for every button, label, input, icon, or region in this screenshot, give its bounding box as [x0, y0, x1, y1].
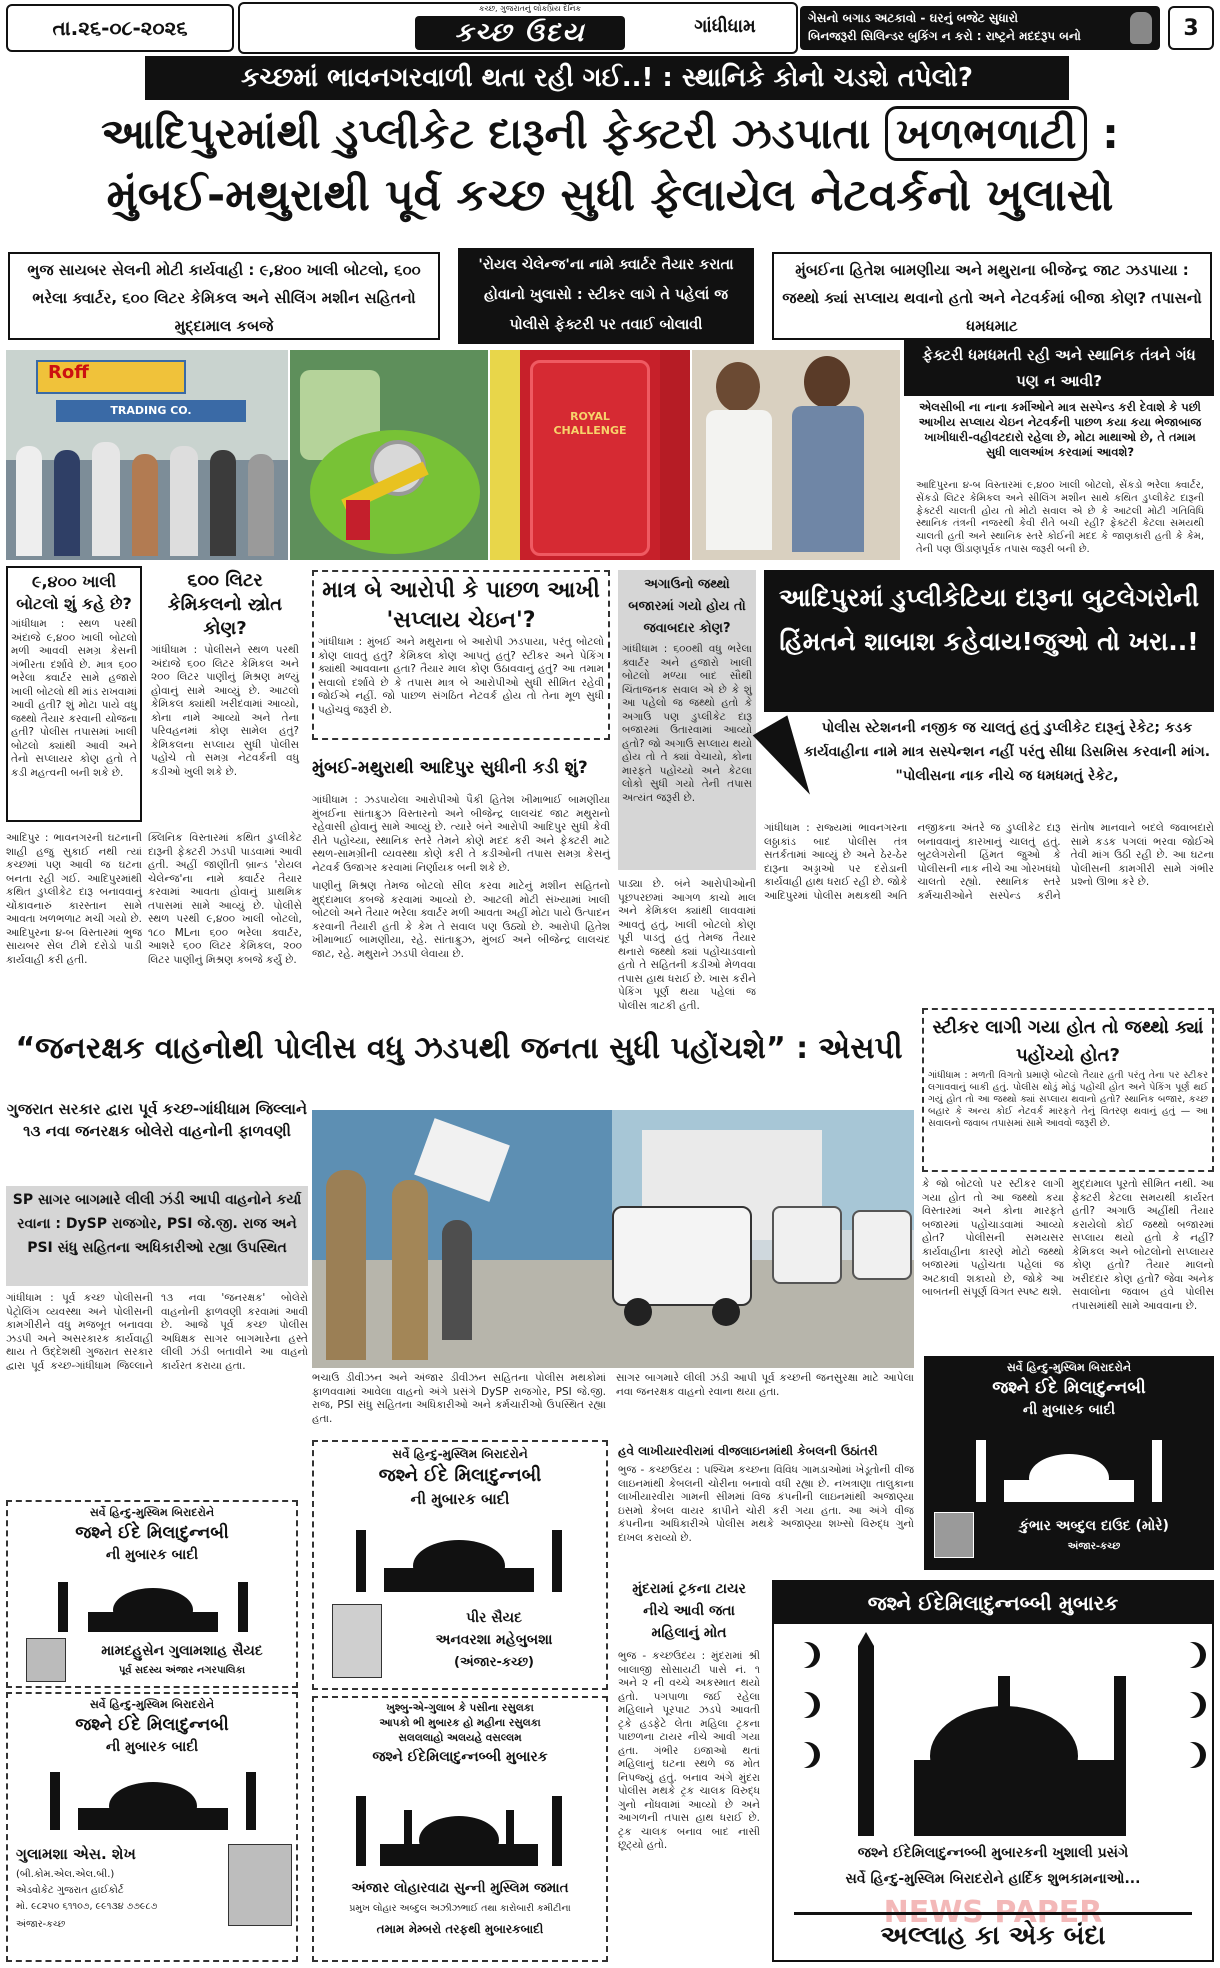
ad-4-mid: જશ્ને ઈદે મિલાદુન્નબી [75, 1715, 229, 1735]
sticker-body-3: મુદ્દામાલ પૂરતો સીમિત નથી. આ ફેક્ટરી કેટલા સમયથી કાર્યરત હતી? અગાઉ અહીંથી તૈયાર કરાયેલો કોઈ જથ્થો બજારમાં સપ્લાય થયો હતો કે નહીં? કેમિકલ અને બોટલોનો સપ્લાયર કોણ હતો? તૈયાર માલનો ખરીદદાર કોણ હતો? જેવા અનેક સવાલોના જવાબ હવે પોલીસ તપાસમાંથી સામે આવવાના છે. [1072, 1178, 1214, 1312]
ad-4 [6, 1692, 298, 1962]
avatar [332, 1604, 382, 1678]
lower-col-1: આદિપુર : ભાવનગરની ઘટનાની શાહી હજુ સુકાઈ નથી ત્યાં કચ્છમાં પણ આવી જ ઘટના બનતા રહી ગઈ. આદિપુરમાંથી કથિત ડુપ્લીકેટ દારૂ બનાવવાનું ચોંકાવનારું કારસ્તાન સામે આવતા ખળભળાટ મચી ગયો છે. આદિપુરના ૪-બ વિસ્તારમાં ભુજ સાયબર સેલ ટીમે દરોડો પાડી કાર્યવાહી કરી હતી. [6, 832, 142, 966]
photo-accused [692, 350, 900, 560]
col4-title: અગાઉનો જથ્થો બજારમાં ગયો હોય તો જવાબદાર કોણ? [628, 577, 746, 636]
ad-1 [6, 1500, 298, 1688]
logo-text: કચ્છ ઉદય [454, 17, 586, 48]
col1-box [6, 566, 142, 822]
subhead-middle-text: 'રોયલ ચેલેન્જ'ના નામે ક્વાર્ટર તૈયાર કરાતા હોવાનો ખુલાસો : સ્ટીકર લાગે તે પહેલાં જ પોલીસે ફેક્ટરી પર તવાઈ બોલાવી [478, 257, 734, 333]
sidebar-question-body-text: આદિપુરના ૪-બ વિસ્તારમાં ૯,૪૦૦ ખાલી બોટલો, સેંકડો ભરેલા ક્વાર્ટર, સેંકડો લિટર કેમિકલ અને સીલિંગ મશીન સાથે કથિત ડુપ્લીકેટ દારૂની ફેક્ટરી ચાલતી હોય તો મોટો સવાલ એ છે કે આટલી મોટી ગતિવિધિ સ્થાનિક તંત્રની નજરથી કેવી રીતે બચી રહી? ફેક્ટરી કેટલા સમયથી ચાલતી હતી અને સ્થાનિક સ્તરે કોઈની મદદ કે જાણકારી હતી કે કેમ, તેની પણ ઊંડાણપૂર્વક તપાસ જરૂરી બની છે. [916, 480, 1204, 555]
col2-body: ગાંધીધામ : પોલીસને સ્થળ પરથી અંદાજે ૬૦૦ લિટર કેમિકલ અને ૨૦૦ લિટર પાણીનું મિશ્રણ મળ્યું હોવાનું સામે આવ્યું છે. આટલો કેમિકલ ક્યાંથી ખરીદવામાં આવ્યો, કોના નામે આવ્યો અને તેના પરિવહનમાં કોણ સામેલ હતું? કેમિકલના સપ્લાય સુધી પોલીસ પહોંચે તો સમગ્ર નેટવર્કની વધુ કડીઓ ખુલી શકે છે. [151, 644, 299, 778]
ad-5-top: ખુશ્બુ-એ-ગુલાબ કે પસીના રસુલકા [386, 1702, 534, 1714]
ad-5-top2: આપકો ભી મુબારક હો મહીના રસુલકા [379, 1717, 541, 1729]
ad-4-line2: (બી.કોમ.એલ.એલ.બી.) [16, 1869, 115, 1880]
lower-col-4: પાડ્યા છે. બંને આરોપીઓની પૂછપરછમાં આગળ કાચો માલ અને કેમિકલ ક્યાંથી લાવવામાં આવતું હતું, ખાલી બોટલો કોણ પૂરી પાડતું હતું તેમજ તૈયાર થનારો જથ્થો ક્યાં પહોંચાડવાનો હતો તે સહિતની કડીઓ મેળવવા તપાસ હાથ ધરાઈ છે. ખાસ કરીને પેકિંગ પૂર્ણ થયા પહેલાં જ પોલીસ ત્રાટકી હતી. [618, 878, 756, 1012]
gas-cylinder-icon [1130, 12, 1152, 44]
photo-bottles [490, 350, 690, 560]
shop-sign-text: Roff [48, 362, 89, 383]
cable-story-body: ભુજ - કચ્છઉદય : પશ્ચિમ કચ્છના વિવિધ ગામડાઓમાં ખેડૂતોની વીજ લાઇનમાંથી કેબલની ચોરીના બનાવો વધી રહ્યા છે. નખત્રાણા તાલુકાના લાખીયારવીરા ગામની સીમમાં વિજ કંપનીની લાઇનમાંથી અજાણ્યા ઇસમો કેબલ વાયર કાપીને ચોરી કરી ગયા હતા. આ અંગે વીજ કંપનીના અધિકારીએ પોલીસ મથકે અજાણ્યા શખ્સો વિરુદ્ધ ગુનો દાખલ કરાવ્યો છે. [618, 1464, 914, 1544]
link-story-title: મુંબઈ-મથુરાથી આદિપુર સુધીની કડી શું? [312, 758, 588, 778]
sidebar-question-body [916, 480, 1204, 564]
police-body-right: સાગર બાગમારે લીલી ઝંડી આપી પૂર્વ કચ્છની જનસુરક્ષા માટે આપેલા નવા જનરક્ષક વાહનો રવાના થયા હતા. [616, 1372, 914, 1398]
col2-title: ૬૦૦ લિટર કેમિકલનો સ્ત્રોત કોણ? [167, 570, 283, 639]
sidebar-question-title-text: ફેક્ટરી ધમધમતી રહી અને સ્થાનિક તંત્રને ગંધ પણ ન આવી? [922, 346, 1196, 390]
headline-line-1 [8, 104, 1212, 164]
link-story-body: ગાંધીધામ : ઝડપાયેલા આરોપીઓ પૈકી હિતેશ ખીમાભાઈ બામણીયા મુંબઈના સાંતાક્રુઝ વિસ્તારનો અને બીજેન્દ્ર લાલચંદ જાટ મથુરાનો રહેવાસી હોવાનું સામે આવ્યું છે. ત્યારે બંને આરોપી આદિપુર સુધી કેવી રીતે પહોંચ્યા, સ્થાનિક સ્તરે તેમને કોણે મદદ કરી અને ફેક્ટરી માટે સ્થળ-સામગ્રીની વ્યવસ્થા કોણે કરી તે કડીઓની તપાસ સમગ્ર કેસનું નેટવર્ક ઉજાગર કરવામાં નિર્ણાયક બની શકે છે. [312, 794, 610, 874]
kicker-banner [145, 56, 1069, 100]
bottle-label [550, 410, 630, 438]
ad-5-mid: જશ્ને ઈદેમિલાદુન્નબ્બી મુબારક [372, 1749, 548, 1765]
ad-2-low: ની મુબારક બાદી [410, 1490, 510, 1508]
ad-6-watermark: NEWS PAPER [883, 1895, 1103, 1930]
avatar [228, 1844, 292, 1926]
col2-box [148, 566, 302, 822]
sticker-body-2: કે જો બોટલો પર સ્ટીકર લાગી ગયા હોત તો આ જથ્થો કયા વિસ્તારમાં અને કોના મારફતે બજારમાં પહોંચાડવામાં આવ્યો હોત? પોલીસની સમયસર કાર્યવાહીના કારણે મોટો જથ્થો બજારમાં પહોંચતા પહેલાં જ અટકાવી શકાયો છે, જોકે આ બાબતની સંપૂર્ણ વિગત સ્પષ્ટ થશે. [922, 1178, 1064, 1298]
subhead-right-text: મુંબઈના હિતેશ બામણીયા અને મથુરાના બીજેન્દ્ર જાટ ઝડપાયા : જથ્થો ક્યાં સપ્લાય થવાનો હતો અને નેટવર્કમાં બીજા કોણ? તપાસનો ધમધમાટ [782, 261, 1202, 335]
sidebar-question-lead-text: એલસીબી ના નાના કર્મીઓને માત્ર સસ્પેન્ડ કરી દેવાશે કે પછી આખીય સપ્લાય ચેઇન નેટવર્કની પાછળ કયા કયા ભેજાબાજ ખાખીધારી-વહીવટદારો રહેલા છે, મોટા માથાઓ છે, તે તમામ સુધી લાલઆંખ કરવામાં આવશે? [918, 400, 1202, 459]
ticker-line-2: બિનજરૂરી સિલિન્ડર બુકિંગ ન કરો : રાષ્ટ્રને મદદરૂપ બનો [808, 29, 1081, 43]
ad-5 [312, 1696, 608, 1962]
headline-colon: : [1102, 109, 1119, 158]
ad-4-line4: મો. ૯૮૨૫૦ ૬૧૧૦૭, ૯૯૧૩૪ ૭૭૯૮૭ [16, 1901, 158, 1912]
col1-body: ગાંધીધામ : સ્થળ પરથી અંદાજે ૯,૪૦૦ ખાલી બોટલો મળી આવવી સમગ્ર કેસની ગંભીરતા દર્શાવે છે. માત્ર ૬૦૦ ભરેલા ક્વાર્ટર સામે હજારો ખાલી બોટલો થી માંડ રાખવામાં આવી હતી? શું મોટા પાયે વધુ જથ્થો તૈયાર કરવાની યોજના હતી? પોલીસ તપાસમાં ખાલી બોટલો ક્યાંથી આવી અને તેનો સપ્લાયર કોણ હતો તે કડી મહત્વની બની શકે છે. [11, 618, 137, 779]
logo-tagline: કચ્છ, ગુજરાતનું લોકપ્રિય દૈનિક [478, 4, 582, 13]
ad-2-name: પીર સૈયદ [466, 1610, 522, 1626]
bottle-label-text: ROYAL CHALLENGE [553, 410, 627, 437]
police-headline: “જનરક્ષક વાહનોથી પોલીસ વધુ ઝડપથી જનતા સુધી પહોંચશે” : એસપી [15, 1031, 903, 1066]
shop-sign [36, 360, 186, 394]
sidebar-question-title [904, 340, 1214, 396]
ad-1-top: સર્વે હિન્દુ-મુસ્લિમ બિરાદરોને [89, 1506, 215, 1519]
city-name: ગાંધીધામ [694, 16, 756, 37]
col4-body: ગાંધીધામ : ૬૦૦થી વધુ ભરેલા ક્વાર્ટર અને હજારો ખાલી બોટલો મળ્યા બાદ સૌથી ચિંતાજનક સવાલ એ છે કે શું આ પહેલો જ જથ્થો હતો કે અગાઉ પણ ડુપ્લીકેટ દારૂ બજારમાં ઉતારવામાં આવ્યો હતો? જો અગાઉ સપ્લાય થયો હોય તો તે ક્યાં વેચાયો, કોના મારફતે પહોંચ્યો અને કેટલા લોકો સુધી ગયો તેની તપાસ અત્યંત જરૂરી છે. [622, 643, 752, 804]
tire-story-title: મુંદરામાં ટ્રકના ટાયર નીચે આવી જતા મહિલાનું મોત [632, 1581, 746, 1641]
subhead-middle [458, 248, 754, 344]
mosque-icon [344, 1790, 574, 1866]
ad-2-mid: જશ્ને ઈદે મિલાદુન્નબી [378, 1465, 542, 1486]
sticker-body: ગાંધીધામ : મળતી વિગતો પ્રમાણે બોટલો તૈયાર હતી પરંતુ તેના પર સ્ટીકર લગાવવાનું બાકી હતું. પોલીસ થોડું મોડું પહોંચી હોત અને પેકિંગ પૂર્ણ થઈ ગયું હોત તો આ જથ્થો ક્યાં સપ્લાય થવાનો હતો? સ્થાનિક બજાર, કચ્છ બહાર કે અન્ય કોઈ નેટવર્ક મારફતે તેનું વિતરણ થવાનું હતું — આ સવાલનો જવાબ તપાસમાં સામે આવવો જરૂરી છે. [928, 1070, 1208, 1129]
sidebar-question-lead [916, 400, 1204, 478]
subhead-left-text: ભુજ સાયબર સેલની મોટી કાર્યવાહી : ૯,૪૦૦ ખાલી બોટલો, ૬૦૦ ભરેલા ક્વાર્ટર, ૬૦૦ લિટર કેમિકલ અને સીલિંગ મશીન સહિતનો મુદ્દામાલ કબજે [27, 261, 421, 335]
ad-3-name: કુંભાર અબ્દુલ દાઉદ (મોરે) [1019, 1518, 1169, 1534]
ad-3-low: ની મુબારક બાદી [1022, 1402, 1116, 1418]
ad-4-line3: એડવોકેટ ગુજરાત હાઈકોર્ટ [16, 1885, 124, 1896]
ad-5-line2: પ્રમુખ લોહાર અબ્દુલ અઝીઝભાઈ તથા કારોબારી કમીટીના [349, 1903, 571, 1914]
police-sub2: SP સાગર બાગમારે લીલી ઝંડી આપી વાહનોને કર્યા રવાના : DySP રાજગોર, PSI જે.જી. રાજ અને PSI સંધુ સહિતના અધિકારીઓ રહ્યા ઉપસ્થિત [6, 1186, 308, 1286]
ticker-line-1: ગેસનો બગાડ અટકાવો - ઘરનું બજેટ સુધારો [808, 11, 1018, 25]
ad-4-place: અંજાર-કચ્છ [16, 1919, 66, 1930]
feature-deck [800, 716, 1214, 816]
sticker-title: સ્ટીકર લાગી ગયા હોત તો જથ્થો ક્યાં પહોંચ્યો હોત? [932, 1017, 1204, 1066]
crescent-icon [788, 1692, 814, 1718]
cable-story-title: હવે લાખીયારવીરામાં વીજલાઇનમાંથી કેબલની ઉઠાંતરી [618, 1444, 878, 1458]
mosque-icon [48, 1572, 258, 1632]
headline-part-a: આદિપુરમાંથી ડુપ્લીકેટ દારૂની ફેક્ટરી ઝડપાતા [101, 109, 871, 158]
col1-title: ૯,૪૦૦ ખાલી બોટલો શું કહે છે? [16, 572, 132, 613]
ad-1-low: ની મુબારક બાદી [105, 1547, 199, 1563]
mosque-icon [344, 1522, 574, 1592]
shop-board [56, 400, 246, 422]
police-sub1: ગુજરાત સરકાર દ્વારા પૂર્વ કચ્છ-ગાંધીધામ જિલ્લાને ૧૩ નવા જનરક્ષક બોલેરો વાહનોની ફાળવણી [6, 1100, 308, 1140]
ad-3-place: અંજાર-કચ્છ [1067, 1541, 1121, 1552]
main-headline [8, 104, 1212, 234]
subhead-left [8, 252, 440, 340]
lower-col-2: ક્લિનિક વિસ્તારમાં કથિત ડુપ્લીકેટ દારૂની ફેક્ટરી ઝડપી પાડવામાં આવી હતી. અહીં જાણીતી બ્રાન્ડ 'રોયલ ચેલેન્જ'ના નામે ક્વાર્ટર તૈયાર કરવામાં આવતા હોવાનું પ્રાથમિક તપાસમાં સામે આવ્યું છે. પોલીસે સ્થળ પરથી ૯,૪૦૦ ખાલી બોટલો, ૧૮૦ MLના ૬૦૦ ભરેલા ક્વાર્ટર, આશરે ૬૦૦ લિટર કેમિકલ, ૨૦૦ લિટર પાણીનું મિશ્રણ કબજે કર્યું છે. [148, 832, 302, 966]
col4-box [618, 570, 756, 870]
ad-4-name: ગુલામશા એસ. શેખ [16, 1845, 136, 1863]
issue-date: તા.૨૬-૦૮-૨૦૨૬ [52, 16, 188, 40]
ad-3 [924, 1356, 1214, 1570]
ad-6 [772, 1580, 1214, 1962]
kicker-text: કચ્છમાં ભાવનગરવાળી થતા રહી ગઈ..! : સ્થાનિકે કોનો ચડશે તપેલો? [241, 62, 973, 93]
headline-highlight: ખળભળાટી [885, 106, 1087, 161]
ad-3-mid: જશ્ને ઈદે મિલાદુન્નબી [992, 1378, 1146, 1398]
col3-body: ગાંધીધામ : મુંબઈ અને મથુરાના બે આરોપી ઝડપાયા, પરંતુ બોટલો કોણ લાવતું હતું? કેમિકલ કોણ આપતું હતું? સ્ટીકર અને પેકિંગ ક્યાંથી આવવાના હતા? તૈયાર માલ કોણ ઉઠાવવાનું હતું? આ તમામ સવાલો દર્શાવે છે કે તપાસ માત્ર બે આરોપીઓ સુધી સીમિત રહેવી જોઈએ નહીં. જો પાછળ સંગઠિત નેટવર્ક હોય તો તેના મૂળ સુધી પહોંચવું જરૂરી છે. [318, 636, 604, 716]
feature-title-text: આદિપુરમાં ડુપ્લીકેટિયા દારૂના બુટલેગરોની હિંમતને શાબાશ કહેવાય!જુઓ તો ખરા..! [779, 583, 1199, 656]
crescent-icon [1174, 1642, 1200, 1668]
photo-shop-raid [6, 350, 288, 560]
crescent-icon [1174, 1742, 1200, 1768]
ad-4-low: ની મુબારક બાદી [105, 1739, 199, 1755]
ticker-box [800, 6, 1160, 50]
subhead-right [772, 252, 1212, 340]
crescent-icon [1174, 1692, 1200, 1718]
page-number-box [1168, 6, 1214, 50]
ad-2-top: સર્વે હિન્દુ-મુસ્લિમ બિરાદરોને [392, 1447, 528, 1461]
ad-5-name: અંજાર લોહારવાઢા સુન્ની મુસ્લિમ જમાત [351, 1880, 569, 1896]
mosque-icon [964, 1432, 1174, 1502]
crescent-icon [788, 1742, 814, 1768]
headline-line-2: મુંબઈ-મથુરાથી પૂર્વ કચ્છ સુધી ફેલાયેલ નેટવર્કનો ખુલાસો [106, 170, 1114, 221]
col3-title: માત્ર બે આરોપી કે પાછળ આખી 'સપ્લાય ચેઇન'? [322, 578, 600, 633]
tire-story-body: ભુજ - કચ્છઉદય : મુંદરામાં શ્રી બાલાજી સોસાયટી પાસે નં. ૧ અને ૨ ની વચ્ચે અકસ્માત થયો હતો. પગપાળા જઈ રહેલા મહિલાને પૂરપાટ ઝડપે આવતી ટ્રકે હડફેટે લેતા મહિલા ટ્રકના પાછળના ટાયર નીચે આવી ગયા હતા. ગંભીર ઇજાઓ થતાં મહિલાનું ઘટના સ્થળે જ મોત નિપજ્યું હતું. બનાવ અંગે મુંદરા પોલીસ મથકે ટ્રક ચાલક વિરુદ્ધ ગુનો નોંધવામાં આવ્યો છે અને આગળની તપાસ હાથ ધરાઈ છે. ટ્રક ચાલક બનાવ બાદ નાસી છૂટ્યો હતો. [618, 1650, 760, 1851]
mosque-icon [834, 1636, 1154, 1836]
lower-col-3: પાણીનું મિશ્રણ તેમજ બોટલો સીલ કરવા માટેનું મશીન સહિતનો મુદ્દામાલ કબજે કરવામાં આવ્યો છે. આટલી મોટી સંખ્યામાં ખાલી બોટલો અને તૈયાર ભરેલા ક્વાર્ટર મળી આવતા અહીં મોટા પાયે ઉત્પાદન કરવાની તૈયારી હતી કે કેમ તે સવાલ પણ ઉઠ્યો છે. આરોપી હિતેશ ખીમાભાઈ બામણીયા, રહે. સાંતાક્રુઝ, મુંબઈ અને બીજેન્દ્ર લાલચંદ જાટ, રહે. મથુરાને ઝડપી લેવાયા છે. [312, 880, 610, 960]
ad-1-place: પૂર્વ સદસ્ય અંજાર નગરપાલિકા [118, 1665, 246, 1676]
feature-title-box [764, 570, 1214, 712]
ad-6-line2: જશ્ને ઈદેમિલાદુન્નબ્બી મુબારકની ખુશાલી પ્રસંગે [857, 1845, 1129, 1861]
ad-1-name: મામદહુસેન ગુલામશાહ સૈયદ [101, 1643, 263, 1659]
ad-2 [312, 1440, 608, 1690]
photo-chemical-can [290, 350, 488, 560]
ad-6-footer: અલ્લાહ કા એક બંદા [794, 1912, 1192, 1954]
ad-4-top: સર્વે હિન્દુ-મુસ્લિમ બિરાદરોને [89, 1698, 215, 1711]
ad-1-mid: જશ્ને ઈદે મિલાદુન્નબી [75, 1523, 229, 1543]
mosque-icon [38, 1766, 268, 1830]
police-body: ગાંધીધામ : પૂર્વ કચ્છ પોલીસની પેટ્રોલિંગ વ્યવસ્થા અને પોલીસની કામગીરીને વધુ મજબૂત બનાવવા ઝડપી અને અસરકારક કાર્યવાહી થાય તે ઉદ્દેશથી ગુજરાત સરકાર દ્વારા પૂર્વ કચ્છ-ગાંધીધામ જિલ્લાને ૧૩ નવા 'જનરક્ષક' બોલેરો વાહનોની ફાળવણી કરવામાં આવી છે. આજે પૂર્વ કચ્છ પોલીસ અધિક્ષક સાગર બાગમારેના હસ્તે લીલી ઝંડી બતાવીને આ વાહનો કાર્યરત કરાયા હતા. [6, 1292, 308, 1372]
crescent-icon [788, 1642, 814, 1668]
ad-6-line3: સર્વે હિન્દુ-મુસ્લિમ બિરાદરોને હાર્દિક શુભકામનાઓ... [845, 1871, 1141, 1887]
ad-2-place: (અંજાર-કચ્છ) [454, 1655, 534, 1670]
ad-5-line3: તમામ મેમ્બરો તરફથી મુબારકબાદી [376, 1922, 544, 1936]
feature-deck-text: પોલીસ સ્ટેશનની નજીક જ ચાલતું હતું ડુપ્લીકેટ દારૂનું રેકેટ; કડક કાર્યવાહીના નામે માત્ર સસ્પેન્શન નહીં પરંતુ સીધા ડિસમિસ કરવાની માંગ. "પોલીસના નાક નીચે જ ધમધમતું રેકેટ, [803, 720, 1211, 784]
ad-5-top3: સલલલાહો અલયહે વસલ્લમ [398, 1732, 522, 1744]
avatar [26, 1638, 66, 1682]
photo-police-vehicles [312, 1110, 914, 1368]
avatar [934, 1512, 974, 1558]
masthead-logo-area [238, 2, 798, 54]
ad-2-name2: અનવરશા મહેબુબશા [435, 1632, 553, 1648]
sticker-box [922, 1008, 1214, 1172]
shop-board-text: TRADING CO. [110, 404, 192, 417]
page-number: 3 [1183, 15, 1199, 41]
feature-body: ગાંધીધામ : રાજ્યમાં ભાવનગરના લઠ્ઠાકાંડ બાદ પોલીસ તંત્ર સતર્કતામાં આવ્યું છે અને ઠેર-ઠેર દારૂના અડ્ડાઓ પર દરોડાની કાર્યવાહી હાથ ધરાઈ રહી છે. જોકે આદિપુરમાં પોલીસ મથકથી અતિ નજીકના અંતરે જ ડુપ્લીકેટ દારૂ બનાવવાનું કારખાનું ચાલતું હતું. બુટલેગરોની હિંમત જુઓ કે પોલીસની નાક નીચે આ ગોરખધંધો ચાલતો રહ્યો. સ્થાનિક સ્તરે કર્મચારીઓને સસ્પેન્ડ કરીને સંતોષ માનવાને બદલે જવાબદારો સામે કડક પગલાં ભરવા જોઈએ તેવી માંગ ઉઠી રહી છે. આ ઘટના પોલીસની કામગીરી સામે ગંભીર પ્રશ્નો ઊભા કરે છે. [764, 822, 1214, 902]
col3-box [312, 570, 610, 740]
ad-3-top: સર્વે હિન્દુ-મુસ્લિમ બિરાદરોને [1006, 1361, 1132, 1374]
ad-6-mid: જશ્ને ઈદેમિલાદુન્નબ્બી મુબારક [774, 1582, 1212, 1624]
newspaper-logo [415, 16, 625, 50]
police-caption: ભચાઉ ડીવીઝન અને અંજાર ડીવીઝન સહિતના પોલીસ મથકોમાં ફાળવવામાં આવેલા વાહનો અંગે પ્રસંગે DySP રાજગોર, PSI જે.જી. રાજ, PSI સંધુ સહિતના અધિકારીઓ અને કર્મચારીઓ ઉપસ્થિત રહ્યા હતા. [312, 1372, 606, 1425]
date-box [6, 4, 234, 52]
